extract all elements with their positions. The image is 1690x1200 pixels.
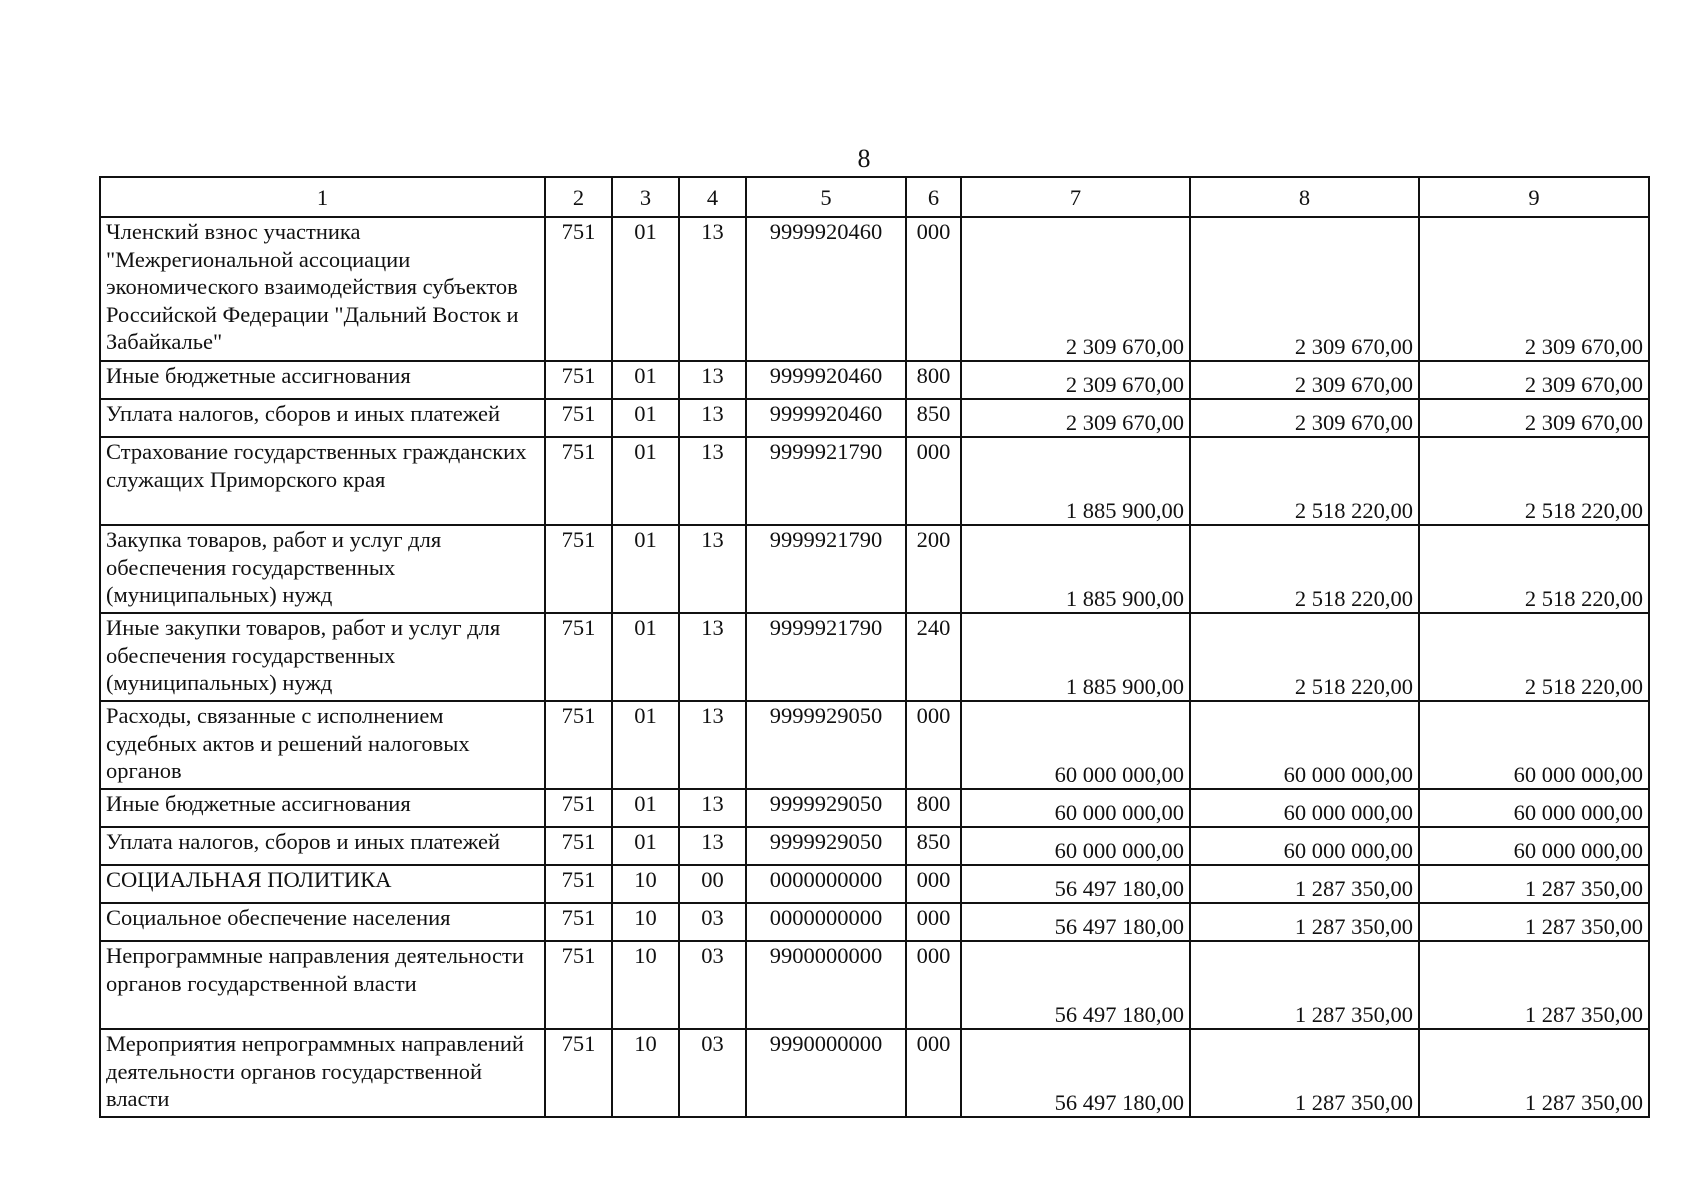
code-vr: 240 [906, 613, 961, 701]
amount-col9: 1 287 350,00 [1419, 903, 1649, 941]
code-rz: 01 [612, 525, 679, 613]
amount-col9: 2 518 220,00 [1419, 613, 1649, 701]
code-pr: 13 [679, 827, 746, 865]
code-vr: 800 [906, 361, 961, 399]
table-row [100, 701, 1649, 789]
table-header-row [100, 177, 1649, 217]
code-pr: 13 [679, 701, 746, 789]
code-rz: 01 [612, 399, 679, 437]
code-rz: 10 [612, 941, 679, 1029]
amount-col9: 2 518 220,00 [1419, 525, 1649, 613]
row-name: Социальное обеспечение населения [100, 903, 545, 941]
amount-col7: 60 000 000,00 [961, 789, 1190, 827]
code-gr: 751 [545, 613, 612, 701]
code-vr: 200 [906, 525, 961, 613]
header-cell: 5 [746, 177, 906, 217]
table-row [100, 789, 1649, 827]
code-csr: 9990000000 [746, 1029, 906, 1117]
amount-col9: 2 309 670,00 [1419, 399, 1649, 437]
table-row [100, 525, 1649, 613]
code-csr: 9999921790 [746, 613, 906, 701]
amount-col7: 56 497 180,00 [961, 903, 1190, 941]
code-vr: 000 [906, 941, 961, 1029]
amount-col7: 1 885 900,00 [961, 613, 1190, 701]
code-rz: 10 [612, 1029, 679, 1117]
code-pr: 13 [679, 437, 746, 525]
row-name: СОЦИАЛЬНАЯ ПОЛИТИКА [100, 865, 545, 903]
amount-col8: 2 518 220,00 [1190, 613, 1419, 701]
amount-col9: 60 000 000,00 [1419, 789, 1649, 827]
amount-col8: 2 309 670,00 [1190, 399, 1419, 437]
amount-col7: 1 885 900,00 [961, 525, 1190, 613]
amount-col8: 2 518 220,00 [1190, 437, 1419, 525]
code-pr: 03 [679, 941, 746, 1029]
code-csr: 9999920460 [746, 361, 906, 399]
header-cell: 4 [679, 177, 746, 217]
code-csr: 9900000000 [746, 941, 906, 1029]
code-vr: 000 [906, 903, 961, 941]
code-csr: 9999920460 [746, 217, 906, 361]
code-pr: 13 [679, 613, 746, 701]
row-name: Непрограммные направления деятельности органов государственной власти [100, 941, 545, 1029]
amount-col8: 60 000 000,00 [1190, 789, 1419, 827]
code-pr: 13 [679, 217, 746, 361]
code-vr: 850 [906, 827, 961, 865]
table-row [100, 941, 1649, 1029]
header-cell: 1 [100, 177, 545, 217]
amount-col8: 1 287 350,00 [1190, 941, 1419, 1029]
amount-col9: 2 518 220,00 [1419, 437, 1649, 525]
amount-col8: 1 287 350,00 [1190, 865, 1419, 903]
code-pr: 13 [679, 525, 746, 613]
amount-col8: 2 518 220,00 [1190, 525, 1419, 613]
amount-col7: 2 309 670,00 [961, 217, 1190, 361]
header-cell: 9 [1419, 177, 1649, 217]
code-gr: 751 [545, 217, 612, 361]
table-row [100, 903, 1649, 941]
header-cell: 6 [906, 177, 961, 217]
code-vr: 000 [906, 1029, 961, 1117]
code-vr: 850 [906, 399, 961, 437]
row-name: Мероприятия непрограммных направлений деятельности органов государственной власти [100, 1029, 545, 1117]
table-row [100, 217, 1649, 361]
amount-col9: 60 000 000,00 [1419, 827, 1649, 865]
code-gr: 751 [545, 701, 612, 789]
amount-col8: 2 309 670,00 [1190, 217, 1419, 361]
header-cell: 3 [612, 177, 679, 217]
budget-table [99, 176, 1650, 1118]
code-csr: 9999929050 [746, 789, 906, 827]
row-name: Уплата налогов, сборов и иных платежей [100, 827, 545, 865]
amount-col7: 2 309 670,00 [961, 399, 1190, 437]
row-name: Закупка товаров, работ и услуг для обеспечения государственных (муниципальных) нужд [100, 525, 545, 613]
code-gr: 751 [545, 437, 612, 525]
code-rz: 01 [612, 217, 679, 361]
amount-col7: 1 885 900,00 [961, 437, 1190, 525]
amount-col8: 60 000 000,00 [1190, 827, 1419, 865]
table-row [100, 1029, 1649, 1117]
table-row [100, 437, 1649, 525]
code-vr: 000 [906, 217, 961, 361]
code-csr: 9999929050 [746, 827, 906, 865]
code-gr: 751 [545, 789, 612, 827]
code-csr: 9999920460 [746, 399, 906, 437]
code-gr: 751 [545, 903, 612, 941]
amount-col7: 56 497 180,00 [961, 941, 1190, 1029]
amount-col8: 2 309 670,00 [1190, 361, 1419, 399]
code-gr: 751 [545, 1029, 612, 1117]
amount-col9: 2 309 670,00 [1419, 361, 1649, 399]
code-csr: 0000000000 [746, 903, 906, 941]
row-name: Иные бюджетные ассигнования [100, 789, 545, 827]
table-row [100, 827, 1649, 865]
table-row [100, 865, 1649, 903]
code-rz: 01 [612, 613, 679, 701]
table-row [100, 613, 1649, 701]
code-vr: 000 [906, 865, 961, 903]
amount-col9: 1 287 350,00 [1419, 941, 1649, 1029]
amount-col7: 2 309 670,00 [961, 361, 1190, 399]
header-cell: 2 [545, 177, 612, 217]
amount-col7: 60 000 000,00 [961, 701, 1190, 789]
row-name: Уплата налогов, сборов и иных платежей [100, 399, 545, 437]
page-number: 8 [857, 144, 871, 173]
amount-col9: 1 287 350,00 [1419, 1029, 1649, 1117]
amount-col9: 60 000 000,00 [1419, 701, 1649, 789]
amount-col9: 2 309 670,00 [1419, 217, 1649, 361]
code-rz: 10 [612, 903, 679, 941]
code-gr: 751 [545, 399, 612, 437]
code-rz: 10 [612, 865, 679, 903]
row-name: Страхование государственных гражданских служащих Приморского края [100, 437, 545, 525]
code-vr: 000 [906, 437, 961, 525]
code-csr: 9999929050 [746, 701, 906, 789]
amount-col9: 1 287 350,00 [1419, 865, 1649, 903]
amount-col8: 1 287 350,00 [1190, 903, 1419, 941]
header-cell: 7 [961, 177, 1190, 217]
code-rz: 01 [612, 437, 679, 525]
code-rz: 01 [612, 361, 679, 399]
code-vr: 000 [906, 701, 961, 789]
header-cell: 8 [1190, 177, 1419, 217]
amount-col8: 60 000 000,00 [1190, 701, 1419, 789]
code-csr: 0000000000 [746, 865, 906, 903]
code-pr: 13 [679, 399, 746, 437]
code-pr: 03 [679, 1029, 746, 1117]
amount-col7: 56 497 180,00 [961, 1029, 1190, 1117]
table-row [100, 361, 1649, 399]
code-gr: 751 [545, 827, 612, 865]
amount-col7: 56 497 180,00 [961, 865, 1190, 903]
code-pr: 00 [679, 865, 746, 903]
amount-col7: 60 000 000,00 [961, 827, 1190, 865]
code-gr: 751 [545, 865, 612, 903]
code-vr: 800 [906, 789, 961, 827]
code-gr: 751 [545, 525, 612, 613]
code-gr: 751 [545, 361, 612, 399]
row-name: Иные закупки товаров, работ и услуг для обеспечения государственных (муниципальных) нужд [100, 613, 545, 701]
code-pr: 13 [679, 789, 746, 827]
code-csr: 9999921790 [746, 437, 906, 525]
amount-col8: 1 287 350,00 [1190, 1029, 1419, 1117]
row-name: Расходы, связанные с исполнением судебных актов и решений налоговых органов [100, 701, 545, 789]
code-pr: 03 [679, 903, 746, 941]
code-rz: 01 [612, 789, 679, 827]
code-gr: 751 [545, 941, 612, 1029]
table-row [100, 399, 1649, 437]
code-rz: 01 [612, 701, 679, 789]
code-pr: 13 [679, 361, 746, 399]
code-rz: 01 [612, 827, 679, 865]
row-name: Членский взнос участника "Межрегиональной ассоциации экономического взаимодействия субъектов Российской Федерации "Дальний Восток и Забайкалье" [100, 217, 545, 361]
code-csr: 9999921790 [746, 525, 906, 613]
row-name: Иные бюджетные ассигнования [100, 361, 545, 399]
